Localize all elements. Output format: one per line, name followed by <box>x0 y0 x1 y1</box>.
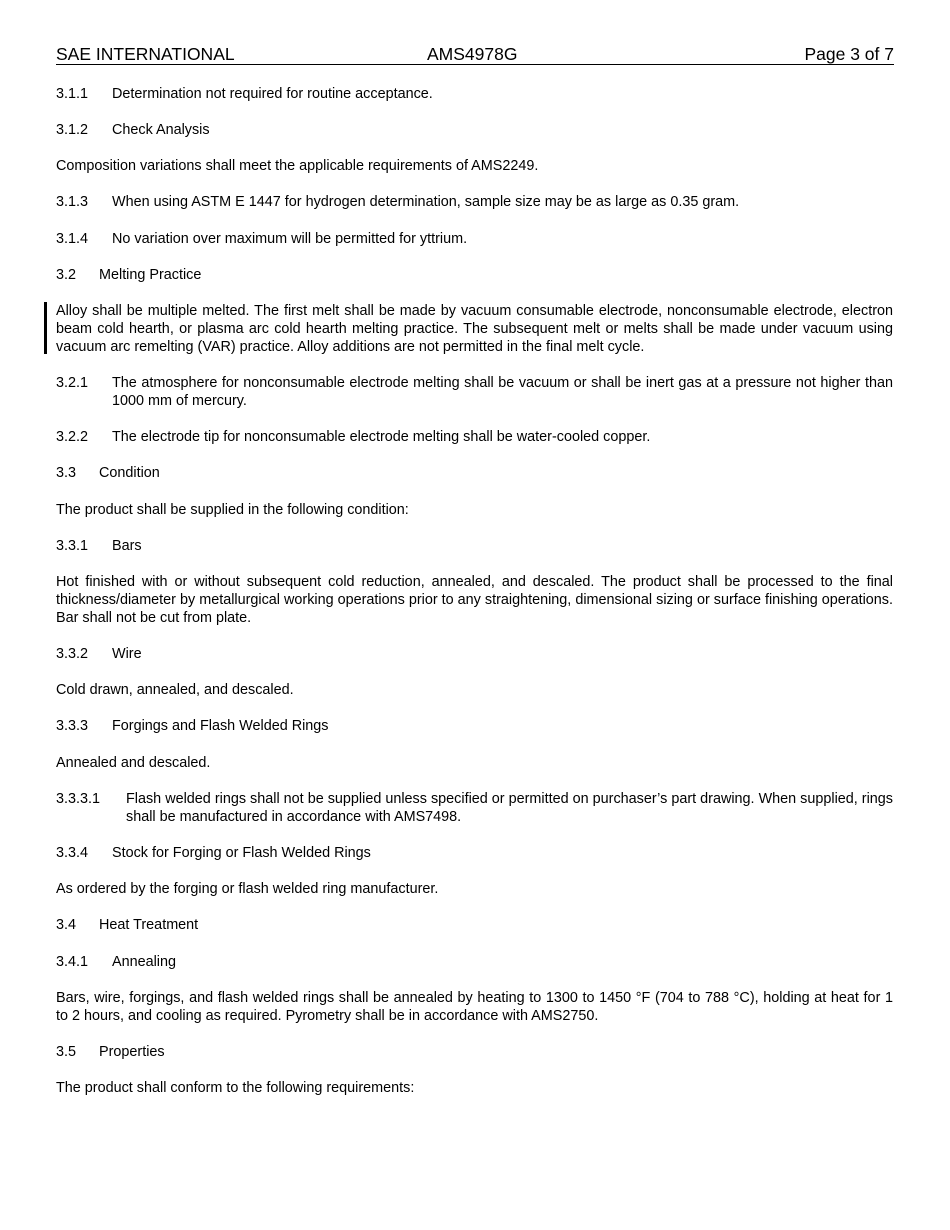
paragraph-3-3-3-1 <box>56 790 893 826</box>
paragraph-text: No variation over maximum will be permitted for yttrium. <box>112 231 468 247</box>
section-number: 3.1.1 <box>56 86 89 102</box>
section-number: 3.2 <box>56 267 77 283</box>
heading-3-2 <box>56 266 893 284</box>
heading-text: Heat Treatment <box>99 917 199 933</box>
header-doc-number: AMS4978G <box>427 44 518 64</box>
heading-3-3-1 <box>56 537 893 555</box>
heading-text: Annealing <box>112 954 177 970</box>
paragraph-3-2-2 <box>56 428 893 446</box>
section-number: 3.1.3 <box>56 194 89 210</box>
paragraph-text: Bars, wire, forgings, and flash welded rings shall be annealed by heating to 1300 to 1450 °F (704 to 788 °C), holding at heat for 1 to 2 hours, and cooling as required. Pyrometry shall be in accordance with AMS2750. <box>56 990 893 1024</box>
heading-text: Properties <box>99 1044 165 1060</box>
paragraph-text: Alloy shall be multiple melted. The first melt shall be made by vacuum consumable electrode, nonconsumable electrode, electron beam cold hearth, or plasma arc cold hearth melting practice. The subsequent melt or melts shall be made under vacuum using vacuum arc remelting (VAR) practice. Alloy additions are not permitted in the final melt cycle. <box>56 303 893 355</box>
paragraph-text: Flash welded rings shall not be supplied unless specified or permitted on purchaser’s part drawing. When supplied, rings shall be manufactured in accordance with AMS7498. <box>126 791 893 825</box>
header-page-number: Page 3 of 7 <box>804 44 894 64</box>
paragraph-text: As ordered by the forging or flash welded ring manufacturer. <box>56 881 439 897</box>
paragraph-text: The product shall be supplied in the following condition: <box>56 502 409 518</box>
section-number: 3.1.4 <box>56 231 89 247</box>
paragraph-text: Cold drawn, annealed, and descaled. <box>56 682 294 698</box>
heading-text: Check Analysis <box>112 122 210 138</box>
paragraph-3-2-1 <box>56 374 893 410</box>
heading-3-4-1 <box>56 953 893 971</box>
section-number: 3.3 <box>56 465 77 481</box>
paragraph-text: Determination not required for routine acceptance. <box>112 86 433 102</box>
section-number: 3.3.2 <box>56 646 89 662</box>
section-number: 3.4.1 <box>56 954 89 970</box>
paragraph-3-1-3 <box>56 193 893 211</box>
paragraph-text: Hot finished with or without subsequent cold reduction, annealed, and descaled. The product shall be processed to the final thickness/diameter by metallurgical working operations prior to any straightening, dimensional sizing or surface finishing operations. Bar shall not be cut from plate. <box>56 574 893 626</box>
section-number: 3.1.2 <box>56 122 89 138</box>
paragraph-text: Annealed and descaled. <box>56 755 211 771</box>
section-number: 3.4 <box>56 917 77 933</box>
revision-change-bar <box>44 302 47 354</box>
heading-text: Wire <box>112 646 142 662</box>
heading-text: Forgings and Flash Welded Rings <box>112 718 329 734</box>
section-number: 3.5 <box>56 1044 77 1060</box>
paragraph-text: The electrode tip for nonconsumable electrode melting shall be water-cooled copper. <box>112 429 651 445</box>
section-number: 3.2.2 <box>56 429 89 445</box>
section-number: 3.3.3 <box>56 718 89 734</box>
heading-3-3-3 <box>56 717 893 735</box>
paragraph-3-1-1 <box>56 85 893 103</box>
header-org: SAE INTERNATIONAL <box>56 44 235 64</box>
heading-text: Condition <box>99 465 160 481</box>
heading-text: Stock for Forging or Flash Welded Rings <box>112 845 371 861</box>
section-number: 3.3.3.1 <box>56 791 101 807</box>
heading-3-1-2 <box>56 121 893 139</box>
section-number: 3.3.4 <box>56 845 89 861</box>
heading-3-3 <box>56 464 893 482</box>
page-header <box>56 44 894 65</box>
paragraph-text: The atmosphere for nonconsumable electrode melting shall be vacuum or shall be inert gas at a pressure not higher than 1000 mm of mercury. <box>112 375 893 409</box>
paragraph-text: The product shall conform to the following requirements: <box>56 1080 415 1096</box>
heading-text: Melting Practice <box>99 267 202 283</box>
section-number: 3.3.1 <box>56 538 89 554</box>
heading-3-3-4 <box>56 844 893 862</box>
paragraph-3-1-4 <box>56 230 893 248</box>
heading-3-3-2 <box>56 645 893 663</box>
heading-3-5 <box>56 1043 893 1061</box>
paragraph-text: Composition variations shall meet the applicable requirements of AMS2249. <box>56 158 539 174</box>
section-number: 3.2.1 <box>56 375 89 391</box>
heading-text: Bars <box>112 538 142 554</box>
heading-3-4 <box>56 916 893 934</box>
paragraph-text: When using ASTM E 1447 for hydrogen determination, sample size may be as large as 0.35 gram. <box>112 194 740 210</box>
